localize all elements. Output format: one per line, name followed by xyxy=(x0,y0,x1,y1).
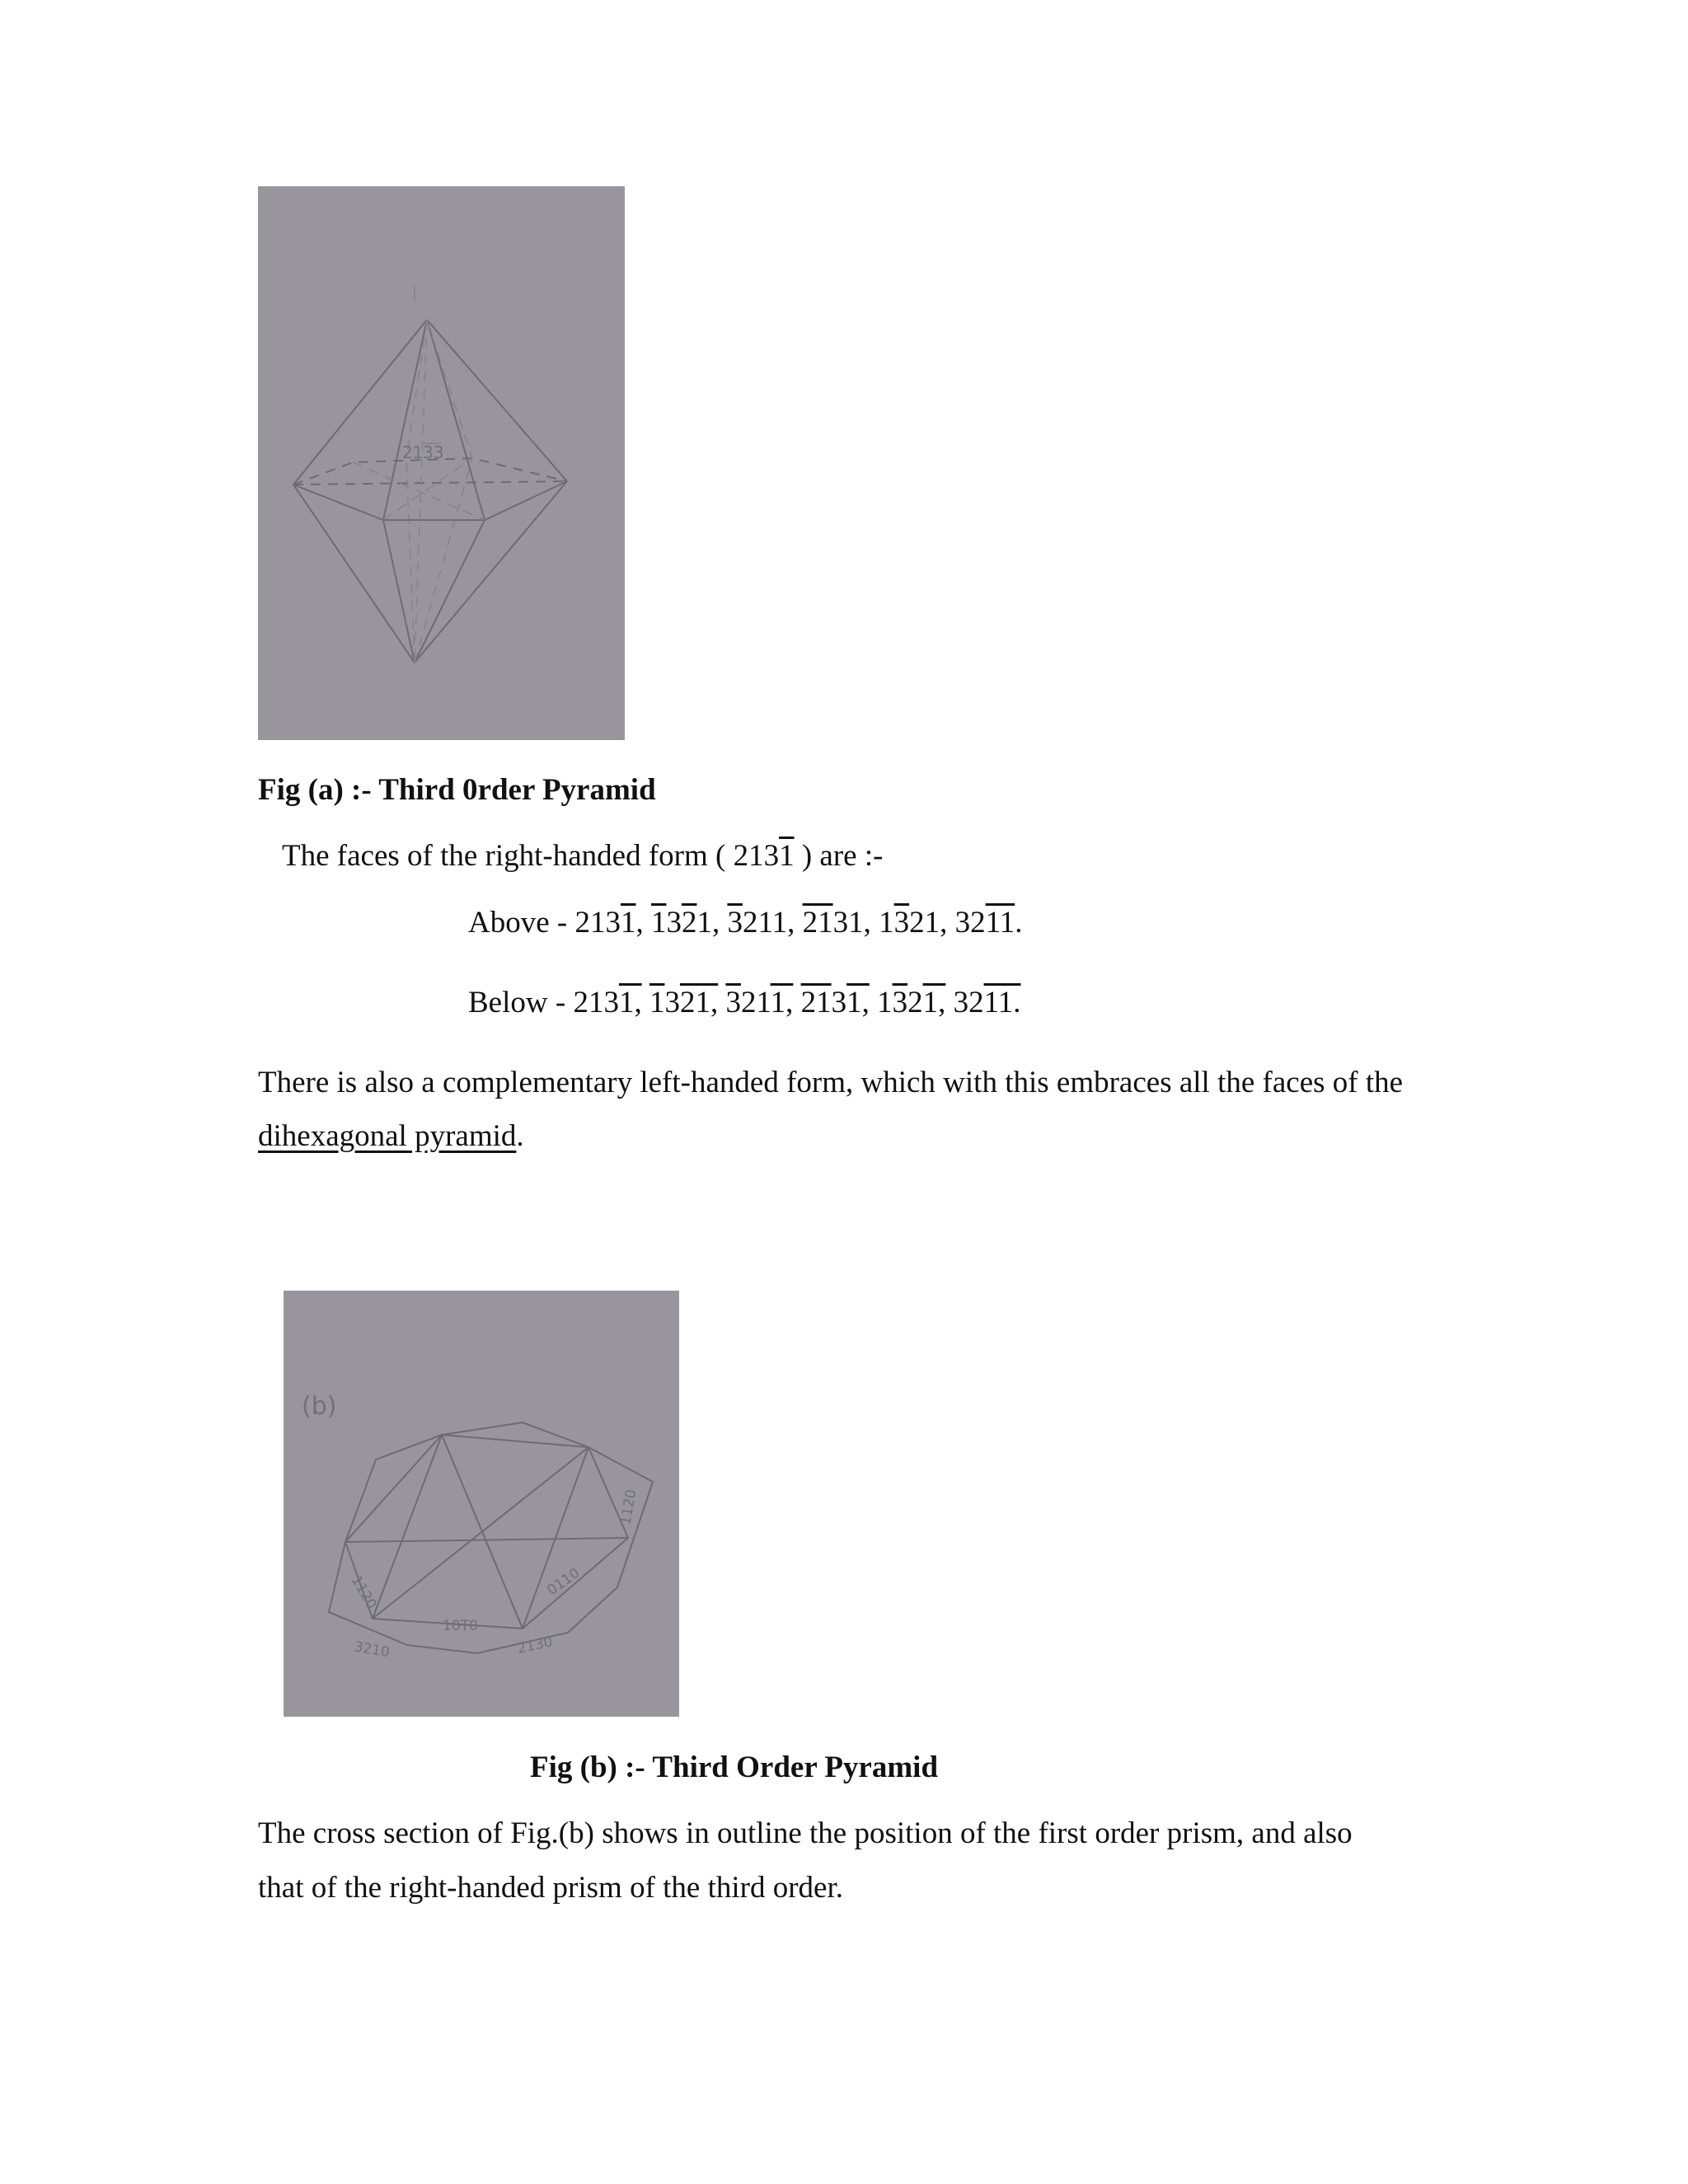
below-face-6: 32 xyxy=(953,986,984,1019)
sketch-label-4: 1120 xyxy=(617,1488,640,1526)
sketch-label-a: 21 xyxy=(402,443,424,462)
below-face-4-bar: 21 xyxy=(800,986,832,1019)
bipyramid-sketch xyxy=(258,186,625,740)
above-face-1: 213 xyxy=(574,906,621,940)
above-label: Above - xyxy=(468,906,575,940)
above-sep-5: , xyxy=(940,906,955,940)
figure-b-image xyxy=(284,1291,679,1717)
below-face-3: 21 xyxy=(740,986,771,1019)
above-face-1-bar: 1 xyxy=(620,906,636,940)
above-sep-1: , xyxy=(635,906,651,940)
below-face-5-mid: 2 xyxy=(907,986,923,1019)
figure-b-caption: Fig (b) :- Third Order Pyramid xyxy=(530,1750,939,1784)
below-face-5-bar: 3 xyxy=(892,986,908,1019)
above-face-3-bar: 3 xyxy=(727,906,743,940)
below-face-4: 3 xyxy=(831,986,847,1019)
paragraph-1-line-1: There is also a complementary left-handed form, which with this embraces all the faces of the xyxy=(258,1066,1404,1099)
below-face-1: 213 xyxy=(573,986,619,1019)
cross-section-sketch xyxy=(284,1291,679,1717)
below-face-2: 3 xyxy=(664,986,680,1019)
below-sep-5 xyxy=(945,986,953,1019)
above-face-5: 1 xyxy=(879,906,894,940)
paragraph-1-end: . xyxy=(516,1119,524,1153)
sketch-label-3: 0110 xyxy=(544,1564,584,1600)
faces-intro-overline: 1 xyxy=(779,839,795,873)
below-sep-4 xyxy=(870,986,877,1019)
above-faces-line xyxy=(468,905,1023,941)
sketch-label-2: 10T0 xyxy=(443,1618,478,1634)
below-face-1-bar: 1, xyxy=(618,986,642,1019)
above-face-4-bar: 21 xyxy=(802,906,833,940)
sketch-tag-b: (b) xyxy=(302,1392,337,1421)
below-face-2-bar: 1 xyxy=(649,986,665,1019)
above-face-6-bar: 11 xyxy=(985,906,1015,940)
below-face-3-bar2: 1, xyxy=(770,986,794,1019)
paragraph-2-line-2: that of the right-handed prism of the third order. xyxy=(258,1871,844,1905)
paragraph-2-line-1: The cross section of Fig.(b) shows in outline the position of the first order prism, and also xyxy=(258,1816,1353,1850)
above-face-4: 31 xyxy=(832,906,864,940)
above-face-3: 211 xyxy=(742,906,788,940)
below-label: Below - xyxy=(468,986,574,1019)
below-face-2-bar2: 21, xyxy=(679,986,719,1019)
above-face-2: 3 xyxy=(666,906,682,940)
above-face-2-end: 1 xyxy=(696,906,712,940)
above-sep-3: , xyxy=(787,906,803,940)
above-sep-2: , xyxy=(711,906,728,940)
above-face-6: 32 xyxy=(954,906,986,940)
sketch-label-1: 1120 xyxy=(347,1572,380,1612)
sketch-label-6: 2130 xyxy=(515,1633,555,1657)
faces-intro-before: The faces of the right-handed form ( 213 xyxy=(282,839,780,873)
above-face-2-bar2: 2 xyxy=(681,906,697,940)
below-faces-line xyxy=(468,985,1020,1021)
above-face-2-bar: 1 xyxy=(650,906,667,940)
below-face-5: 1 xyxy=(877,986,893,1019)
above-face-5-end: 21 xyxy=(909,906,940,940)
below-face-6-bar: 11. xyxy=(983,986,1021,1019)
above-sep-4: , xyxy=(863,906,879,940)
sketch-label-5: 3210 xyxy=(353,1638,392,1661)
below-face-5-bar2: 1, xyxy=(922,986,946,1019)
faces-intro xyxy=(282,838,883,874)
dihexagonal-pyramid-term: dihexagonal pyramid xyxy=(258,1119,517,1153)
faces-intro-after: ) are :- xyxy=(794,839,884,873)
above-face-6-end: . xyxy=(1015,906,1023,940)
figure-a-image xyxy=(258,186,625,740)
figure-a-caption: Fig (a) :- Third 0rder Pyramid xyxy=(258,773,656,807)
paragraph-1-line-2 xyxy=(258,1118,524,1155)
below-sep-3 xyxy=(793,986,800,1019)
below-face-4-bar2: 1, xyxy=(846,986,870,1019)
above-face-5-bar: 3 xyxy=(893,906,910,940)
sketch-label-b: 33 xyxy=(423,443,444,462)
below-sep-1 xyxy=(642,986,649,1019)
below-face-3-bar: 3 xyxy=(725,986,741,1019)
